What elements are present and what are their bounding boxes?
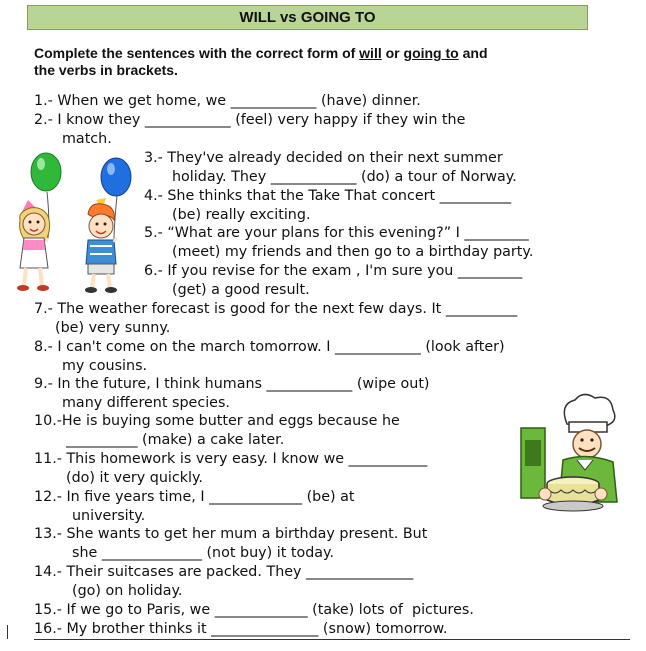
sentence-line: (be) very sunny. [55,320,171,336]
sentence-line: (be) really exciting. [172,207,311,223]
sentence-line: (meet) my friends and then go to a birthday party. [172,244,534,260]
instructions-line2: the verbs in brackets. [34,62,178,78]
sentence-line: 2.- I know they ____________ (feel) very happy if they win the [34,112,466,128]
instructions-going-to: going to [403,45,459,61]
sentence-line: 5.- “What are your plans for this evening?” I _________ [144,225,529,241]
sentence-line: she ______________ (not buy) it today. [72,545,335,561]
sentence-line: match. [62,131,112,147]
sentence-line: 11.- This homework is very easy. I know we ___________ [34,451,428,467]
sentence-line: many different species. [62,395,230,411]
sentence-line: 16.- My brother thinks it _______________ (snow) tomorrow. [34,621,448,637]
sentence-line: 7.- The weather forecast is good for the next few days. It __________ [34,301,518,317]
margin-tick [7,625,8,639]
sentence-line: 9.- In the future, I think humans ____________ (wipe out) [34,376,430,392]
sentence-line: (do) it very quickly. [66,470,203,486]
bottom-divider [34,639,630,640]
sentence-line: my cousins. [62,358,148,374]
sentence-line: 10.-He is buying some butter and eggs because he [34,413,400,429]
instructions [34,45,604,79]
sentence-line: 8.- I can't come on the march tomorrow. I ____________ (look after) [34,339,505,355]
kids-with-balloons-icon [10,150,138,298]
sentence-line: 15.- If we go to Paris, we _____________ (take) lots of pictures. [34,602,474,618]
sentence-line: (get) a good result. [172,282,310,298]
sentence-line: 12.- In five years time, I _____________ (be) at [34,489,355,505]
sentence-line: (go) on holiday. [72,583,183,599]
sentence-line: university. [72,508,146,524]
chef-with-cake-icon [519,390,631,515]
sentence-line: holiday. They ____________ (do) a tour of Norway. [172,169,517,185]
instructions-or: or [381,45,404,61]
sentence-line: 13.- She wants to get her mum a birthday present. But [34,526,428,542]
instructions-text: Complete the sentences with the correct form of [34,45,360,61]
sentence-line: __________ (make) a cake later. [66,432,285,448]
sentence-line: 14.- Their suitcases are packed. They _______________ [34,564,414,580]
instructions-and: and [458,45,488,61]
instructions-will: will [359,45,382,61]
worksheet-title: WILL vs GOING TO [27,5,588,30]
sentence-line: 4.- She thinks that the Take That concert __________ [144,188,512,204]
sentence-line: 1.- When we get home, we ____________ (have) dinner. [34,93,421,109]
sentence-line: 3.- They've already decided on their next summer [144,150,503,166]
sentence-line: 6.- If you revise for the exam , I'm sure you _________ [144,263,523,279]
